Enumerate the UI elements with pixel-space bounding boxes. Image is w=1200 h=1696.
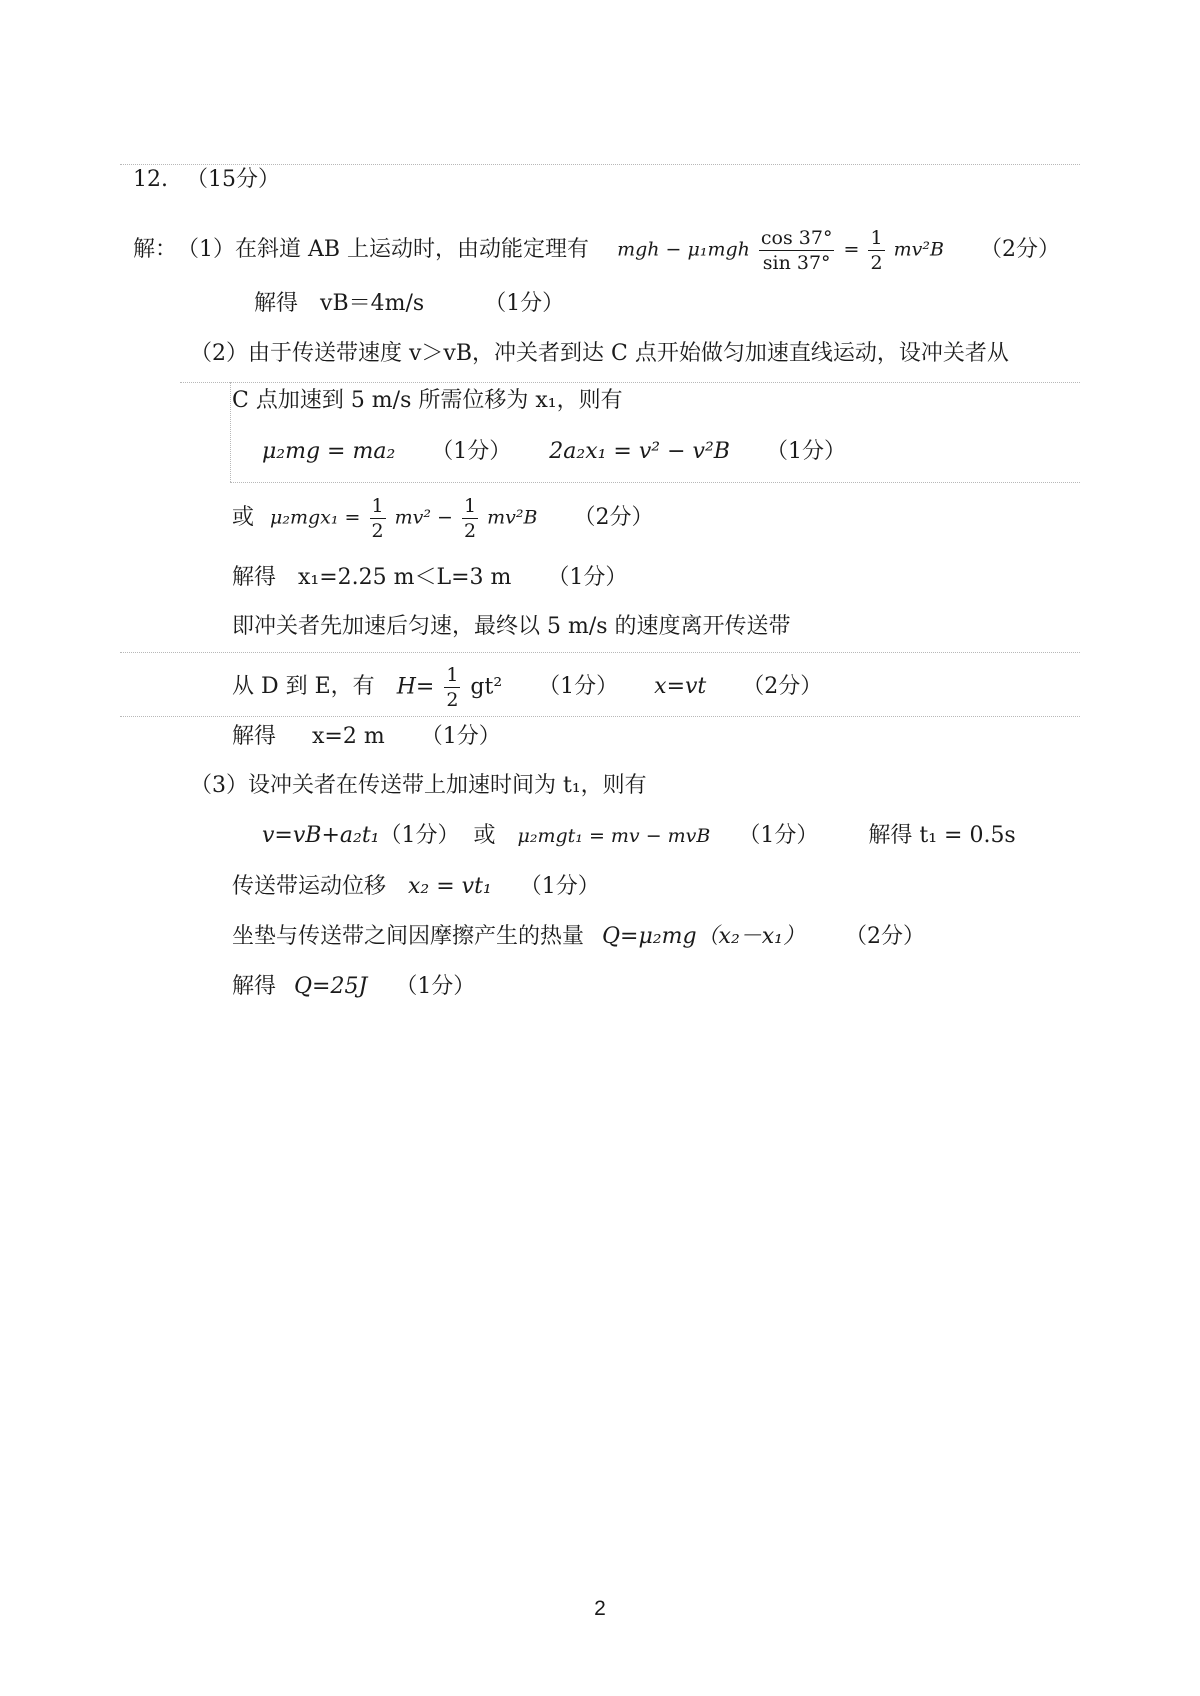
- energy-eq-mid: mv² −: [394, 506, 453, 528]
- impulse-eq-score: （1分）: [738, 823, 819, 848]
- result-score: （1分）: [395, 974, 476, 999]
- half-fraction: [868, 226, 884, 275]
- half-fraction: [444, 663, 460, 712]
- result-value: x₁=2.25 m＜L=3 m: [298, 565, 512, 590]
- part2-statement: [190, 339, 1009, 369]
- fraction-denominator: 2: [446, 688, 459, 711]
- result-score: （1分）: [547, 565, 628, 590]
- part3-label: （3）: [190, 773, 248, 798]
- eq-newton: μ₂mg = ma₂: [262, 439, 396, 464]
- part3-equations: [262, 821, 1016, 851]
- part3-belt: [232, 872, 600, 902]
- belt-text: 传送带运动位移: [232, 874, 387, 899]
- part2-text2: C 点加速到 5 m/s 所需位移为 x₁，则有: [232, 388, 623, 413]
- energy-eq-right: mv²B: [487, 506, 538, 528]
- part1-label: （1）: [177, 237, 236, 262]
- fraction-denominator: sin 37°: [762, 251, 831, 274]
- part1-result: [254, 289, 564, 319]
- result-value: Q=25J: [294, 974, 368, 999]
- conclusion-text: 即冲关者先加速后匀速，最终以 5 m/s 的速度离开传送带: [232, 614, 791, 639]
- guide-line: [230, 482, 1080, 483]
- part2-result1: [232, 563, 627, 593]
- part2-energy-eq: [232, 488, 654, 548]
- fraction-denominator: 2: [371, 519, 384, 542]
- velocity-eq-score: （1分）: [379, 823, 460, 848]
- fraction-numerator: 1: [464, 494, 477, 517]
- de-score2: （2分）: [742, 674, 823, 699]
- velocity-eq: v=vB+a₂t₁: [262, 823, 380, 848]
- de-text: 从 D 到 E，有: [232, 674, 375, 699]
- part2-label: （2）: [190, 341, 248, 366]
- belt-score: （1分）: [519, 874, 600, 899]
- fraction-denominator: 2: [464, 519, 477, 542]
- part2-projectile: [232, 657, 822, 717]
- result-score: （1分）: [420, 724, 501, 749]
- fraction-numerator: cos 37°: [760, 226, 833, 249]
- part1-equation: [617, 226, 944, 275]
- fraction-denominator: 2: [870, 251, 883, 274]
- energy-eq-left: μ₂mgx₁ =: [270, 506, 361, 528]
- part3-heat: [232, 922, 925, 952]
- or-label: 或: [232, 505, 255, 530]
- cos-sin-fraction: [759, 226, 835, 275]
- guide-line: [230, 382, 231, 482]
- de-eq-right: gt²: [470, 674, 503, 699]
- energy-equation: [270, 494, 537, 543]
- projectile-equation: [397, 663, 502, 712]
- part1-score: （2分）: [979, 237, 1060, 262]
- half-fraction: [462, 494, 478, 543]
- de-eq2: x=vt: [654, 674, 707, 699]
- problem-points: （15分）: [186, 167, 280, 192]
- or-label: 或: [473, 823, 496, 848]
- part3-text: 设冲关者在传送带上加速时间为 t₁，则有: [248, 773, 647, 798]
- result-label: 解得: [254, 291, 299, 316]
- problem-number: 12.: [133, 167, 168, 192]
- part2-result2: [232, 722, 501, 752]
- energy-eq-score: （2分）: [573, 505, 654, 530]
- part3-final: [232, 972, 475, 1002]
- part3-statement: [190, 771, 647, 801]
- de-eq-left: H=: [396, 674, 435, 699]
- result-label: 解得: [232, 724, 277, 749]
- fraction-numerator: 1: [371, 494, 384, 517]
- result-label: 解得: [232, 974, 277, 999]
- fraction-numerator: 1: [446, 663, 459, 686]
- eq-newton-score: （1分）: [431, 439, 512, 464]
- page-number: 2: [594, 1597, 606, 1620]
- heat-score: （2分）: [845, 924, 926, 949]
- equals-sign: =: [843, 238, 860, 260]
- part2-conclusion: [232, 612, 791, 642]
- result-score: （1分）: [484, 291, 565, 316]
- half-fraction: [370, 494, 386, 543]
- part1-eq-right: mv²B: [893, 238, 944, 260]
- belt-eq: x₂ = vt₁: [408, 874, 492, 899]
- part2-statement-cont: [232, 386, 623, 416]
- part2-text1: 由于传送带速度 v＞vB，冲关者到达 C 点开始做匀加速直线运动，设冲关者从: [248, 341, 1009, 366]
- result-value: x=2 m: [312, 724, 385, 749]
- de-score1: （1分）: [538, 674, 619, 699]
- heat-text: 坐垫与传送带之间因摩擦产生的热量: [232, 924, 585, 949]
- guide-line: [120, 652, 1080, 653]
- eq-kinematic: 2a₂x₁ = v² − v²B: [549, 439, 730, 464]
- heat-eq: Q=μ₂mg（x₂－x₁）: [602, 924, 806, 949]
- guide-line: [180, 382, 1080, 383]
- part1-statement: [133, 220, 1060, 280]
- result-value: vB＝4m/s: [320, 291, 425, 316]
- time-result: 解得 t₁ = 0.5s: [868, 823, 1016, 848]
- solution-lead: 解：: [133, 237, 178, 262]
- part1-eq-left: mgh − μ₁mgh: [617, 238, 750, 260]
- part1-text: 在斜道 AB 上运动时，由动能定理有: [235, 237, 590, 262]
- impulse-eq: μ₂mgt₁ = mv − mvB: [517, 825, 711, 847]
- fraction-numerator: 1: [870, 226, 883, 249]
- eq-kinematic-score: （1分）: [765, 439, 846, 464]
- result-label: 解得: [232, 565, 277, 590]
- part2-equations: [262, 437, 846, 467]
- problem-header: [133, 165, 280, 195]
